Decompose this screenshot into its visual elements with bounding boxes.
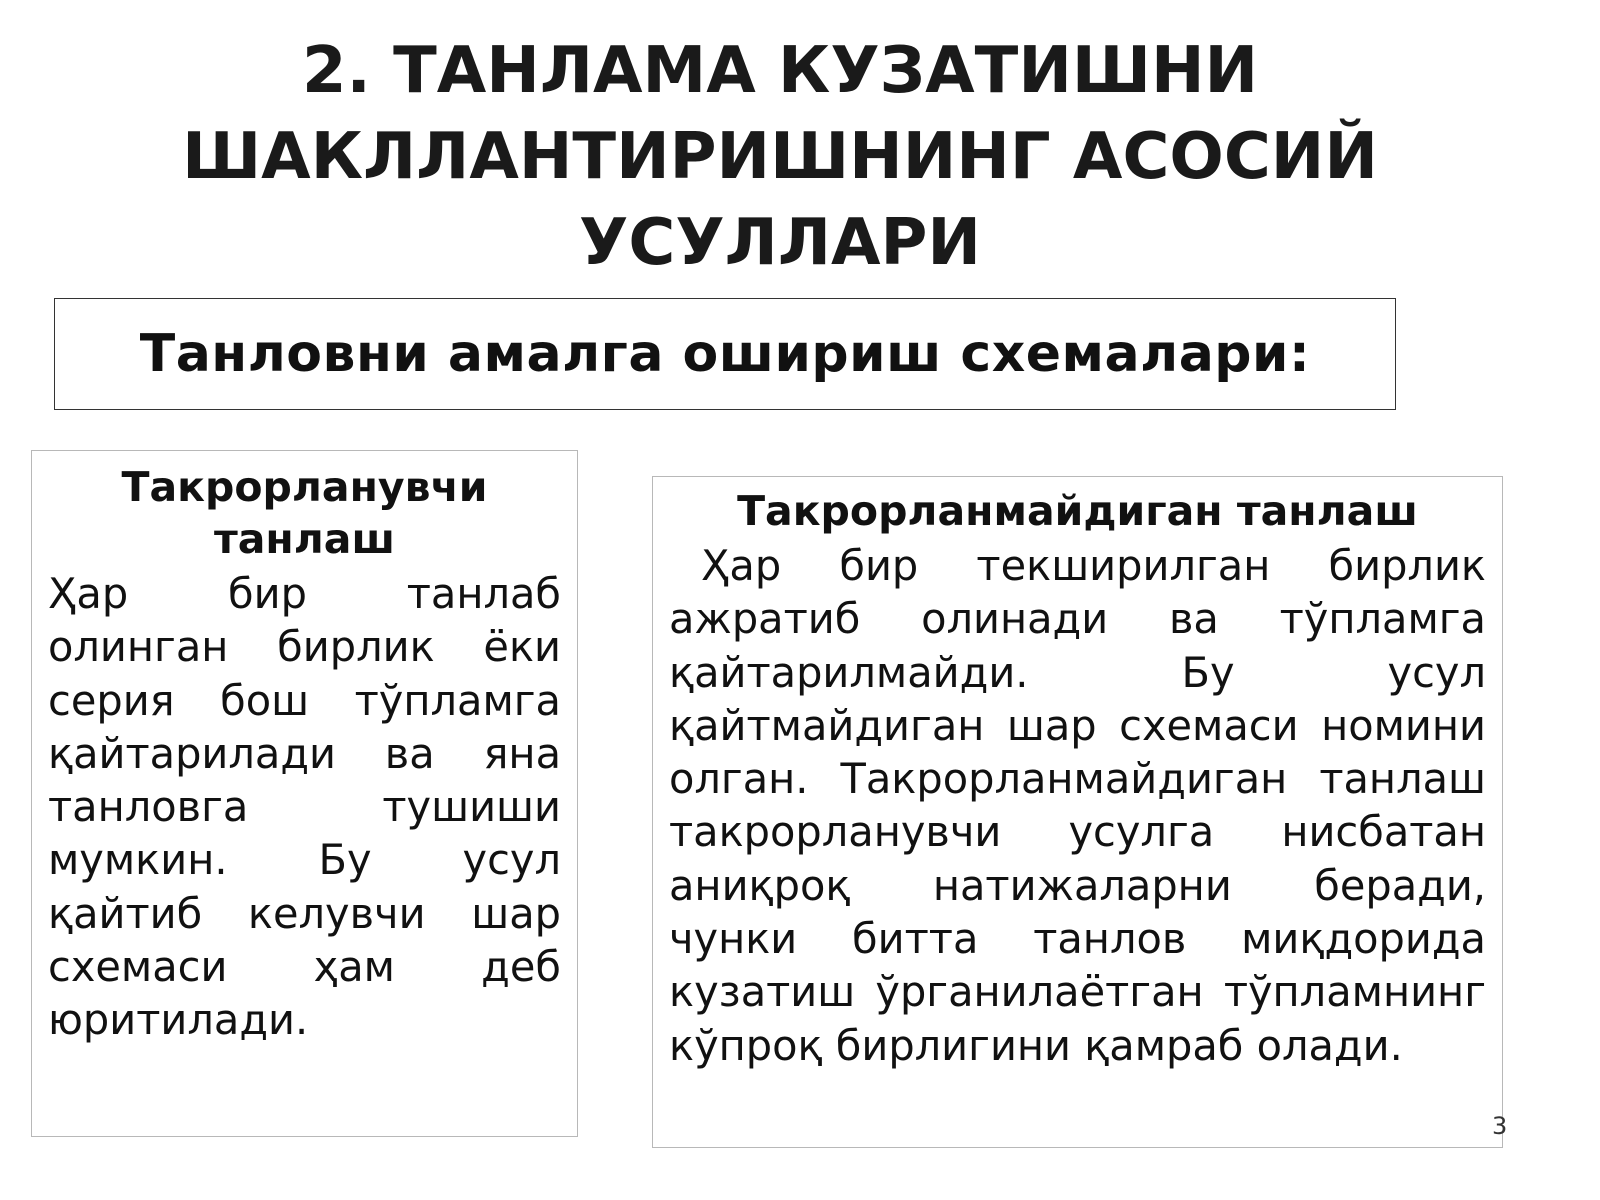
- repeated-sampling-panel: [31, 450, 578, 1137]
- repeated-sampling-text: Ҳар бир танлаб олинган бирлик ёки серия бош тўпламга қайтарилади ва яна танловга тушиши мумкин. Бу усул қайтиб келувчи шар схемаси ҳам деб юритилади.: [48, 569, 561, 1045]
- slide-title: 2. ТАНЛАМА КУЗАТИШНИ ШАКЛЛАНТИРИШНИНГ АСОСИЙ УСУЛЛАРИ: [182, 34, 1378, 280]
- non-repeated-sampling-panel: [652, 476, 1503, 1148]
- repeated-sampling-heading: Такрорланувчи танлаш: [121, 463, 488, 563]
- non-repeated-sampling-text: Ҳар бир текширилган бирлик ажратиб олинади ва тўпламга қайтарилмайди. Бу усул қайтмайдиган шар схемаси номини олган. Такрорланмайдиган танлаш такрорланувчи усулга нисбатан аниқроқ натижаларни беради, чунки битта танлов миқдорида кузатиш ўрганилаётган тўпламнинг кўпроқ бирлигини қамраб олади.: [669, 541, 1486, 1070]
- subtitle-text: Танловни амалга ошириш схемалари:: [139, 324, 1311, 384]
- non-repeated-sampling-heading: Такрорланмайдиган танлаш: [737, 487, 1418, 535]
- page-number: 3: [1492, 1112, 1508, 1140]
- subtitle-box: [54, 298, 1396, 410]
